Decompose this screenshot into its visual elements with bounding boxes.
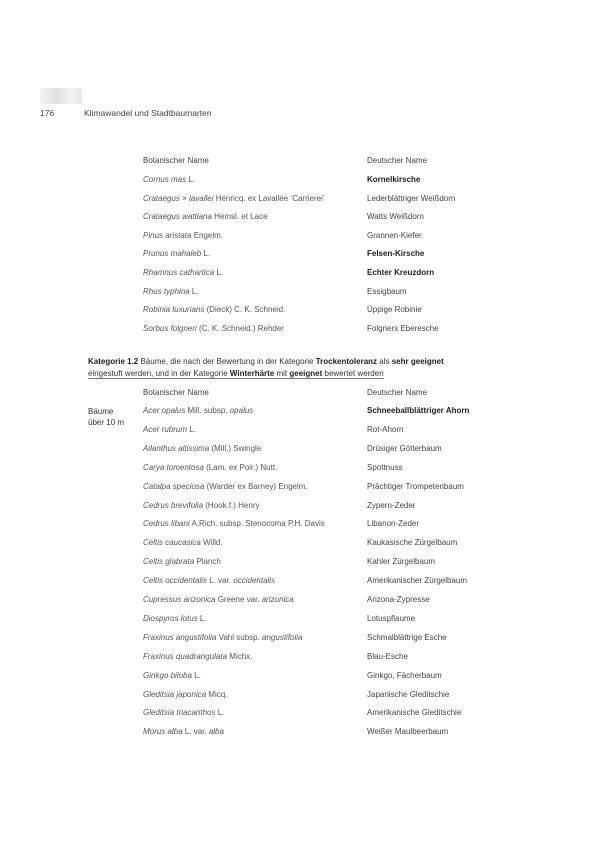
botanical-name	[143, 501, 260, 510]
botanical-authority: Planch	[194, 557, 221, 567]
botanical-name	[143, 538, 223, 547]
german-name: Schneeballblättriger Ahorn	[367, 406, 470, 415]
botanical-species: Cedrus brevifolia	[143, 500, 204, 510]
kategorie-winterhaerte: Winterhärte	[229, 369, 275, 378]
german-name: Drüsiger Götterbaum	[367, 443, 442, 453]
botanical-authority: Hénricq. ex Lavallée ‘Carrierei’	[213, 193, 325, 203]
table1-col-botanical: Botanischer Name	[143, 156, 209, 165]
german-name: Spottnuss	[367, 462, 403, 472]
running-title: Klimawandel und Stadtbaumarten	[84, 108, 212, 118]
botanical-authority: L.	[214, 268, 224, 277]
botanical-authority: L.	[186, 175, 196, 184]
kategorie-sehr-geeignet: sehr geeignet	[391, 357, 444, 366]
botanical-authority: Micq.	[206, 689, 228, 699]
botanical-species: Rhamnus cathartica	[143, 268, 215, 277]
botanical-authority: L.	[187, 424, 196, 434]
botanical-species: Cupressus arizonica	[143, 595, 216, 604]
table2-group-label	[88, 406, 124, 428]
kategorie-line-2	[88, 369, 384, 379]
botanical-name	[143, 652, 252, 661]
german-name: Prächtiger Trompetenbaum	[367, 481, 464, 491]
botanical-authority: (Dieck) C. K. Schneid.	[204, 305, 286, 315]
german-name: Schmalblättrige Esche	[367, 632, 447, 642]
botanical-species: Morus alba	[143, 727, 183, 737]
botanical-species: Carya tomentosa	[143, 462, 204, 472]
german-name: Japanische Gleditschie	[367, 689, 450, 699]
botanical-authority: L.	[189, 286, 199, 296]
botanical-species: Fraxinus quadrangulata	[143, 651, 228, 661]
botanical-authority: Engelm.	[191, 230, 224, 240]
kategorie-label: Kategorie 1.2	[88, 357, 139, 366]
botanical-name	[143, 175, 195, 184]
botanical-species: Ailanthus altissima	[143, 443, 210, 453]
botanical-name	[143, 595, 294, 604]
kategorie-text-2: als	[377, 357, 392, 366]
german-name: Arizona-Zypresse	[367, 595, 430, 604]
botanical-name	[143, 212, 268, 221]
german-name: Kahler Zürgelbaum	[367, 557, 436, 567]
botanical-species: Catalpa speciosa	[143, 481, 205, 491]
botanical-name	[143, 671, 201, 680]
running-header	[40, 108, 212, 118]
botanical-authority: L. var.	[207, 576, 234, 586]
kategorie-text-1: Bäume, die nach der Bewertung in der Kategorie	[138, 357, 316, 366]
botanical-name	[143, 727, 224, 736]
botanical-authority: L. var.	[182, 727, 209, 737]
botanical-infraspecific: arizonica	[261, 595, 294, 604]
botanical-authority: (Lam. ex Poir.) Nutt.	[203, 462, 278, 472]
botanical-name	[143, 194, 325, 203]
table2-col-botanical: Botanischer Name	[143, 388, 209, 397]
botanical-species: Celtis caucasica	[143, 538, 201, 548]
botanical-name	[143, 324, 284, 333]
german-name: Amerikanische Gleditschie	[367, 708, 462, 718]
german-name: Essigbaum	[367, 286, 407, 296]
page-number: 176	[40, 108, 55, 118]
botanical-name	[143, 519, 325, 528]
botanical-species: Celtis glabrata	[143, 557, 195, 567]
botanical-species: Robinia luxurians	[143, 305, 205, 315]
botanical-name	[143, 268, 223, 277]
kategorie-text-4: mit	[274, 369, 290, 378]
botanical-species: Acer rubrum	[143, 424, 188, 434]
botanical-species: Gleditsia japonica	[143, 689, 207, 699]
german-name: Kaukasische Zürgelbaum	[367, 538, 458, 548]
botanical-authority: (Hook.f.) Henry	[203, 500, 260, 510]
group-label-line-1: Bäume	[88, 407, 114, 416]
german-name: Üppige Robinie	[367, 305, 422, 315]
botanical-name	[143, 231, 223, 240]
botanical-infraspecific: alba	[208, 727, 224, 737]
botanical-species: Rhus typhina	[143, 286, 190, 296]
table2-col-german: Deutscher Name	[367, 388, 428, 397]
german-name: Blau-Esche	[367, 651, 408, 661]
german-name: Folgners Eberesche	[367, 323, 439, 333]
botanical-name	[143, 463, 277, 472]
botanical-name	[143, 482, 308, 491]
botanical-species: Crataegus wattiana	[143, 212, 212, 222]
botanical-authority: Willd.	[200, 538, 223, 548]
botanical-infraspecific: angustifolia	[262, 632, 303, 642]
table1-col-german: Deutscher Name	[367, 156, 428, 165]
german-name: Felsen-Kirsche	[367, 249, 425, 259]
botanical-species: Celtis occidentalis	[143, 576, 208, 586]
german-name: Rot-Ahorn	[367, 424, 404, 434]
botanical-species: Crataegus × lavallei	[143, 193, 214, 203]
botanical-name	[143, 557, 221, 566]
botanical-infraspecific: opalus	[229, 406, 254, 415]
botanical-authority: L.	[201, 249, 211, 259]
botanical-authority: (Warder ex Barney) Engelm.	[204, 481, 308, 491]
botanical-authority: Michx.	[227, 651, 253, 661]
botanical-name	[143, 425, 196, 434]
botanical-name	[143, 614, 207, 623]
german-name: Grannen-Kiefer	[367, 230, 422, 240]
german-name: Watts Weißdorn	[367, 212, 424, 222]
botanical-species: Ginkgo biloba	[143, 670, 192, 680]
botanical-authority: (Mill.) Swingle	[209, 443, 262, 453]
botanical-authority: Hemsl. et Lace	[211, 212, 268, 222]
botanical-authority: A.Rich. subsp. Stenocoma P.H. Davis	[189, 519, 325, 529]
botanical-name	[143, 708, 224, 717]
botanical-authority: L.	[191, 670, 201, 680]
botanical-name	[143, 305, 285, 314]
botanical-species: Cedrus libani	[143, 519, 190, 529]
botanical-authority: Greene var.	[215, 595, 262, 604]
botanical-name	[143, 444, 261, 453]
kategorie-text-5: bewertet werden	[322, 369, 384, 378]
kategorie-heading	[88, 356, 518, 380]
kategorie-text-3: eingestuft werden, und in der Kategorie	[88, 369, 230, 378]
botanical-authority: (C. K. Schneid.) Rehder	[196, 323, 284, 333]
german-name: Amerikanischer Zürgelbaum	[367, 576, 468, 586]
botanical-species: Pinus aristata	[143, 230, 192, 240]
botanical-name	[143, 690, 228, 699]
botanical-species: Cornus mas	[143, 175, 187, 184]
botanical-species: Fraxinus angustifolia	[143, 632, 217, 642]
botanical-species: Prunus mahaleb	[143, 249, 202, 259]
group-label-line-2: über 10 m	[88, 418, 125, 427]
german-name: Echter Kreuzdorn	[367, 268, 435, 277]
kategorie-trockentoleranz: Trockentoleranz	[315, 357, 378, 366]
botanical-authority: Mill. subsp.	[185, 406, 230, 415]
german-name: Lotuspflaume	[367, 613, 416, 623]
german-name: Ginkgo, Fächerbaum	[367, 670, 442, 680]
kategorie-geeignet: geeignet	[289, 369, 323, 378]
botanical-authority: Vahl subsp.	[216, 632, 263, 642]
botanical-species: Acer opalus	[143, 406, 186, 415]
publisher-logo	[40, 88, 82, 104]
german-name: Kornelkirsche	[367, 175, 421, 184]
german-name: Zypern-Zeder	[367, 500, 416, 510]
botanical-name	[143, 406, 253, 415]
german-name: Lederblättriger Weißdorn	[367, 193, 456, 203]
botanical-species: Sorbus folgneri	[143, 323, 197, 333]
german-name: Weißer Maulbeerbaum	[367, 727, 449, 737]
german-name: Libanon-Zeder	[367, 519, 420, 529]
botanical-name	[143, 287, 199, 296]
botanical-name	[143, 249, 210, 258]
botanical-name	[143, 633, 303, 642]
botanical-name	[143, 576, 275, 585]
botanical-infraspecific: occidentalis	[233, 576, 276, 586]
botanical-species: Gleditsia triacanthos	[143, 708, 216, 718]
botanical-authority: L.	[215, 708, 225, 718]
botanical-species: Diospyros lotus	[143, 613, 198, 623]
botanical-authority: L.	[197, 613, 207, 623]
